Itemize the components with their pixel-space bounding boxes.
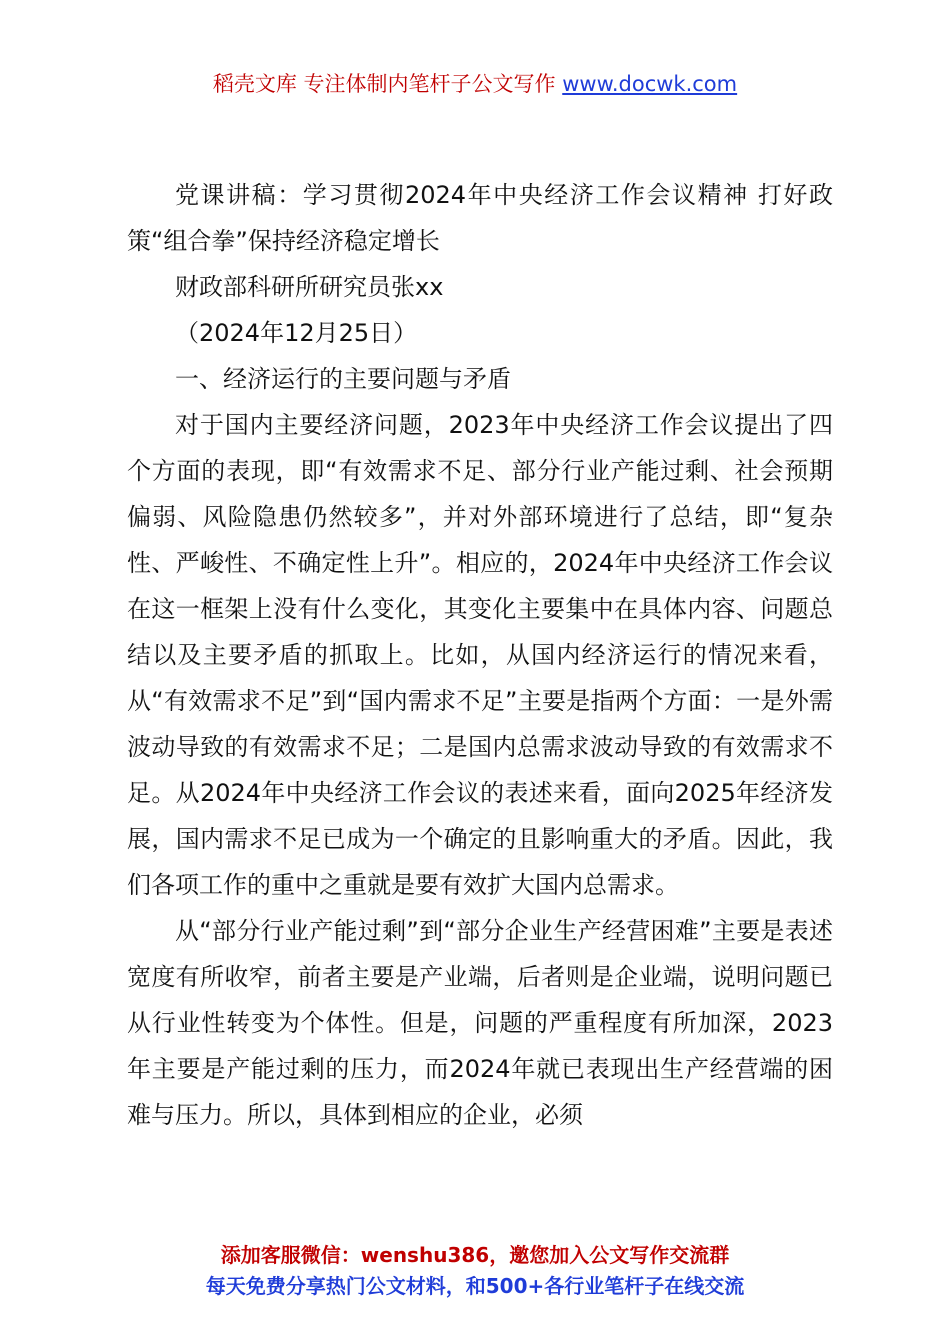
document-body	[127, 172, 833, 1138]
website-link[interactable]: www.docwk.com	[562, 72, 738, 96]
footer-contact-line: 添加客服微信：wenshu386，邀您加入公文写作交流群	[220, 1243, 730, 1267]
page-footer	[0, 1240, 950, 1302]
header-label: 稻壳文库 专注体制内笔杆子公文写作	[212, 72, 556, 96]
document-author: 财政部科研所研究员张xx	[175, 273, 444, 301]
body-paragraph: 从“部分行业产能过剩”到“部分企业生产经营困难”主要是表述宽度有所收窄，前者主要是产业端，后者则是企业端，说明问题已从行业性转变为个体性。但是，问题的严重程度有所加深，2023年主要是产能过剩的压力，而2024年就已表现出生产经营端的困难与压力。所以，具体到相应的企业，必须	[127, 917, 833, 1129]
document-title: 党课讲稿：学习贯彻2024年中央经济工作会议精神 打好政策“组合拳”保持经济稳定增长	[127, 181, 833, 255]
body-paragraph: 对于国内主要经济问题，2023年中央经济工作会议提出了四个方面的表现，即“有效需求不足、部分行业产能过剩、社会预期偏弱、风险隐患仍然较多”，并对外部环境进行了总结，即“复杂性、严峻性、不确定性上升”。相应的，2024年中央经济工作会议在这一框架上没有什么变化，其变化主要集中在具体内容、问题总结以及主要矛盾的抓取上。比如，从国内经济运行的情况来看，从“有效需求不足”到“国内需求不足”主要是指两个方面：一是外需波动导致的有效需求不足；二是国内总需求波动导致的有效需求不足。从2024年中央经济工作会议的表述来看，面向2025年经济发展，国内需求不足已成为一个确定的且影响重大的矛盾。因此，我们各项工作的重中之重就是要有效扩大国内总需求。	[127, 411, 833, 899]
document-date: （2024年12月25日）	[175, 319, 418, 347]
section-heading: 一、经济运行的主要问题与矛盾	[175, 365, 511, 393]
footer-promo-line: 每天免费分享热门公文材料，和500+各行业笔杆子在线交流	[205, 1274, 745, 1298]
page-header	[0, 70, 950, 98]
